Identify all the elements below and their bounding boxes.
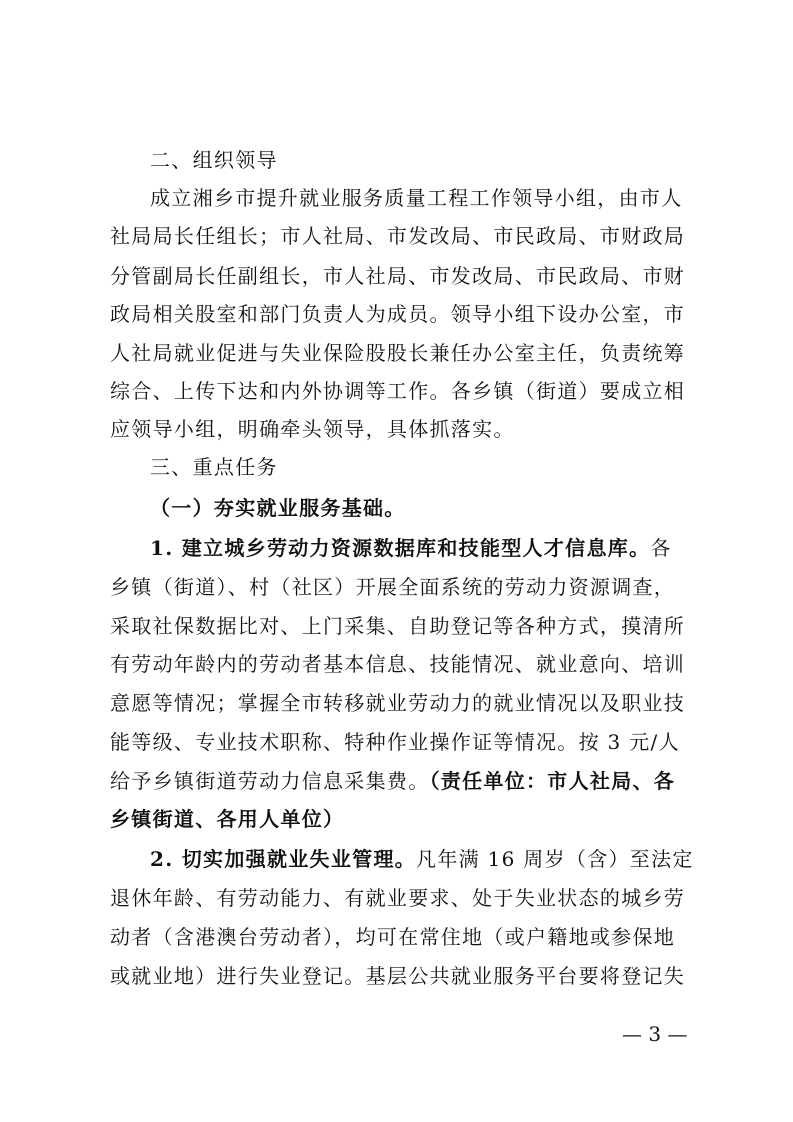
text-line xyxy=(150,494,730,522)
text-run: 给予乡镇街道劳动力信息采集费。 xyxy=(110,769,430,793)
text-line xyxy=(110,650,690,678)
text-run: 意愿等情况；掌握全市转移就业劳动力的就业情况以及职业技 xyxy=(110,691,686,715)
bold-text: （一）夯实就业服务基础。 xyxy=(150,496,406,520)
text-run: 退休年龄、有劳动能力、有就业要求、处于失业状态的城乡劳 xyxy=(110,886,686,910)
text-run: 有劳动年龄内的劳动者基本信息、技能情况、就业意向、培训 xyxy=(110,652,686,676)
text-run: 应领导小组，明确牵头领导，具体抓落实。 xyxy=(110,417,515,441)
bold-text: （责任单位：市人社局、各 xyxy=(429,769,676,793)
text-run: 分管副局长任副组长，市人社局、市发改局、市民政局、市财 xyxy=(110,264,686,288)
text-run: 凡年满 16 周岁（含）至法定 xyxy=(416,847,694,871)
page-number: — 3 — xyxy=(622,1022,688,1046)
text-line xyxy=(150,453,730,481)
text-line xyxy=(110,805,690,833)
text-line xyxy=(110,767,690,795)
text-line xyxy=(110,415,690,443)
text-line xyxy=(110,689,690,717)
text-run: 采取社保数据比对、上门采集、自助登记等各种方式，摸清所 xyxy=(110,614,686,638)
text-line xyxy=(150,184,730,212)
text-run: 社局局长任组长；市人社局、市发改局、市民政局、市财政局 xyxy=(110,224,686,248)
text-line xyxy=(110,573,690,601)
bold-text: 2. 切实加强就业失业管理。 xyxy=(150,847,417,871)
text-line xyxy=(110,962,690,990)
text-line xyxy=(110,222,690,250)
text-line xyxy=(110,339,690,367)
text-line xyxy=(110,377,690,405)
text-run: 二、组织领导 xyxy=(150,148,278,172)
text-run: 各 xyxy=(650,536,672,560)
text-line xyxy=(150,845,730,873)
text-line xyxy=(150,146,730,174)
text-run: 人社局就业促进与失业保险股股长兼任办公室主任，负责统筹 xyxy=(110,341,686,365)
text-run: 成立湘乡市提升就业服务质量工程工作领导小组，由市人 xyxy=(150,186,683,210)
bold-text: 乡镇街道、各用人单位） xyxy=(110,807,345,831)
text-run: 动者（含港澳台劳动者），均可在常住地（或户籍地或参保地 xyxy=(110,925,676,949)
text-line xyxy=(110,728,690,756)
text-line xyxy=(110,612,690,640)
text-run: 或就业地）进行失业登记。基层公共就业服务平台要将登记失 xyxy=(110,964,686,988)
text-run: 政局相关股室和部门负责人为成员。领导小组下设办公室，市 xyxy=(110,302,686,326)
text-line xyxy=(110,262,690,290)
text-run: 三、重点任务 xyxy=(150,455,278,479)
text-run: 综合、上传下达和内外协调等工作。各乡镇（街道）要成立相 xyxy=(110,379,686,403)
text-run: 乡镇（街道）、村（社区）开展全面系统的劳动力资源调查， xyxy=(110,575,676,599)
text-line xyxy=(110,300,690,328)
bold-text: 1. 建立城乡劳动力资源数据库和技能型人才信息库。 xyxy=(150,536,651,560)
text-line xyxy=(110,884,690,912)
text-run: 能等级、专业技术职称、特种作业操作证等情况。按 3 元/人 xyxy=(110,730,680,754)
text-line xyxy=(150,534,730,562)
text-line xyxy=(110,923,690,951)
